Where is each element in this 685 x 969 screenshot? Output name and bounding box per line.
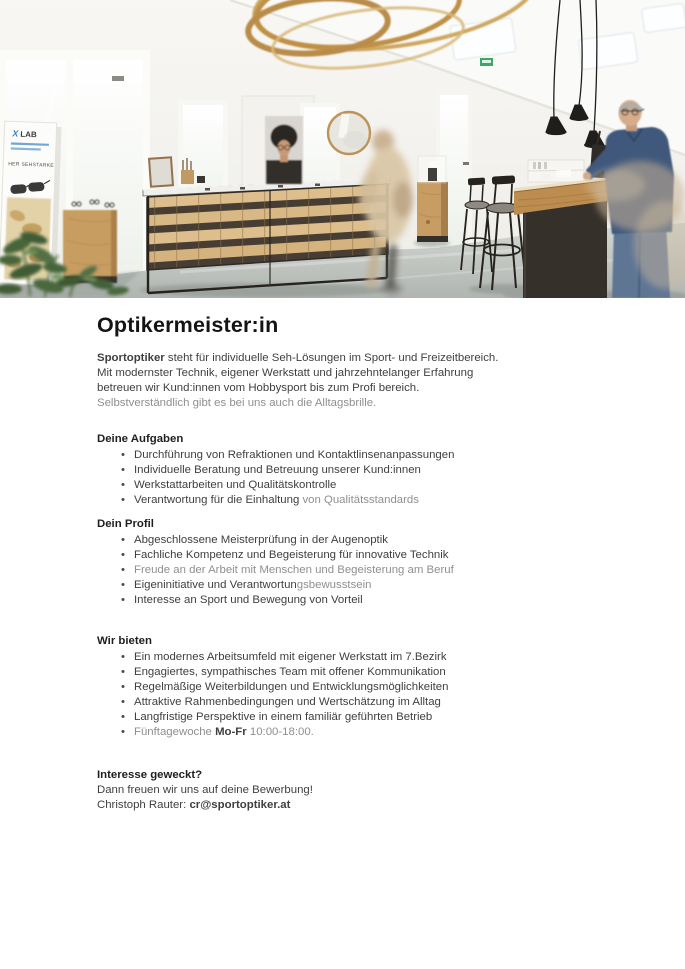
- section-wir-bieten: [97, 634, 597, 740]
- bullet-item: [97, 533, 597, 548]
- closing-heading: Interesse geweckt?: [97, 769, 203, 781]
- text-segment: Langfristige Perspektive in einem familiär geführten Betrieb: [134, 711, 433, 723]
- text-segment: Fachliche Kompetenz und Begeisterung für innovative Technik: [134, 549, 449, 561]
- section-dein-profil: [97, 517, 597, 608]
- text-segment: Eigeninitiative und Verantwortun: [134, 579, 297, 591]
- bullet-item: [97, 478, 597, 493]
- bullet-item: [97, 695, 597, 710]
- section-deine-aufgaben: [97, 432, 597, 508]
- intro-line: [97, 366, 597, 381]
- bullet-item: [97, 578, 597, 593]
- intro-line: [97, 396, 597, 411]
- bullet-item: [97, 725, 597, 740]
- sections: [97, 432, 597, 740]
- section-heading: Deine Aufgaben: [97, 433, 184, 445]
- text-segment: Durchführung von Refraktionen und Kontaktlinsenanpassungen: [134, 449, 455, 461]
- text-segment: Sportoptiker: [97, 352, 165, 364]
- intro-line: [97, 351, 597, 366]
- section-heading: Dein Profil: [97, 518, 154, 530]
- text-segment: Selbstverständlich gibt es bei uns auch die Alltagsbrille.: [97, 397, 377, 409]
- photo-exit-sign: [480, 58, 493, 66]
- intro-line: [97, 381, 597, 396]
- text-segment: Werkstattarbeiten und Qualitätskontrolle: [134, 479, 337, 491]
- photo-pedestal: [417, 156, 448, 242]
- text-segment: 10:00-18:00.: [246, 726, 314, 738]
- intro-paragraph: [97, 351, 597, 411]
- closing-block: [97, 768, 597, 813]
- bullet-list: [97, 533, 597, 608]
- banner-brand-rest: LAB: [20, 129, 37, 140]
- text-segment: Freude an der Arbeit mit Menschen und Begeisterung am Beruf: [134, 564, 454, 576]
- bullet-item: [97, 463, 597, 478]
- text-segment: Regelmäßige Weiterbildungen und Entwicklungsmöglichkeiten: [134, 681, 449, 693]
- contact-email[interactable]: cr@sportoptiker.at: [189, 799, 291, 811]
- text-segment: gsbewusstsein: [296, 579, 372, 591]
- bullet-item: [97, 710, 597, 725]
- store-photo: [0, 0, 685, 298]
- bullet-item: [97, 665, 597, 680]
- banner-brand-x: X: [12, 128, 19, 139]
- bullet-item: [97, 548, 597, 563]
- contact-line: [97, 798, 597, 813]
- text-segment: Engagiertes, sympathisches Team mit offener Kommunikation: [134, 666, 446, 678]
- text-segment: steht für individuelle Seh-Lösungen im Sport- und Freizeitbereich.: [164, 352, 499, 364]
- bullet-item: [97, 680, 597, 695]
- job-ad-content: [0, 313, 685, 813]
- page-title: Optikermeister:in: [97, 313, 279, 337]
- text-segment: von Qualitätsstandards: [302, 494, 419, 506]
- text-segment: Individuelle Beratung und Betreuung unserer Kund:innen: [134, 464, 421, 476]
- bullet-list: [97, 650, 597, 740]
- contact-name: Christoph Rauter:: [97, 799, 190, 811]
- text-segment: Verantwortung für die Einhaltung: [134, 494, 303, 506]
- bullet-item: [97, 563, 597, 578]
- photo-round-mirror: [328, 112, 370, 154]
- text-segment: Ein modernes Arbeitsumfeld mit eigener Werkstatt im 7.Bezirk: [134, 651, 447, 663]
- text-segment: Attraktive Rahmenbedingungen und Wertschätzung im Alltag: [134, 696, 441, 708]
- photo-portrait: [265, 116, 303, 184]
- bullet-item: [97, 650, 597, 665]
- bullet-item: [97, 493, 597, 508]
- banner-tagline: HER SEHSTARKE: [8, 161, 55, 169]
- section-heading: Wir bieten: [97, 635, 152, 647]
- text-segment: betreuen wir Kund:innen vom Hobbysport bis zum Profi bereich.: [97, 382, 420, 394]
- bullet-item: [97, 448, 597, 463]
- bullet-item: [97, 593, 597, 608]
- text-segment: Mo-Fr: [215, 726, 247, 738]
- text-segment: Fünftagewoche: [134, 726, 216, 738]
- store-photo-illustration: [0, 0, 685, 298]
- text-segment: Interesse an Sport und Bewegung von Vorteil: [134, 594, 363, 606]
- text-segment: Abgeschlossene Meisterprüfung in der Augenoptik: [134, 534, 388, 546]
- photo-door-handle: [112, 76, 124, 81]
- closing-line: Dann freuen wir uns auf deine Bewerbung!: [97, 784, 313, 796]
- bullet-list: [97, 448, 597, 508]
- text-segment: Mit modernster Technik, eigener Werkstatt und jahrzehntelanger Erfahrung: [97, 367, 474, 379]
